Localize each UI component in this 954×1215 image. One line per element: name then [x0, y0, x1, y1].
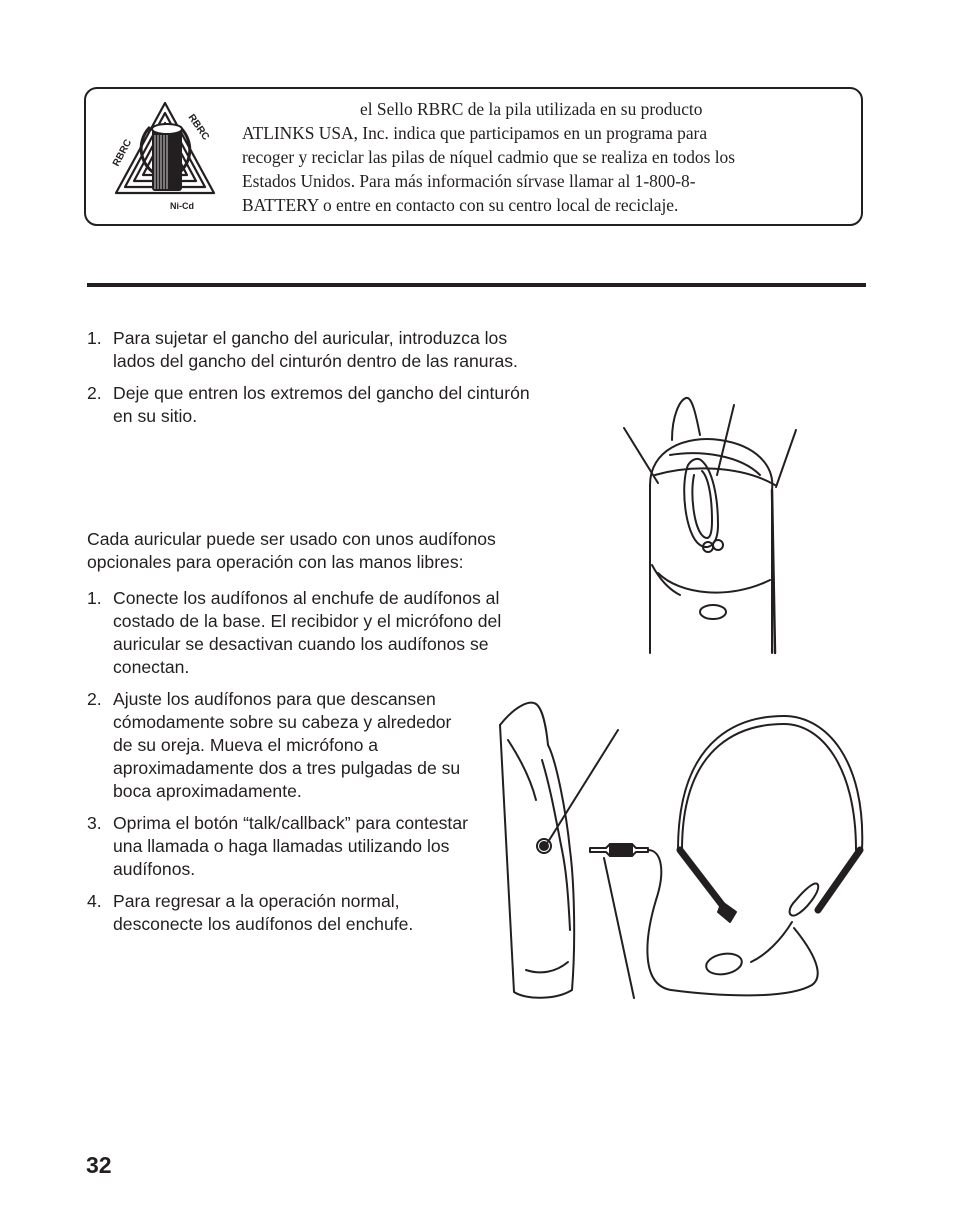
step-number: 2.: [87, 689, 102, 709]
callout-line: [604, 858, 634, 998]
headset-drawing: [590, 716, 862, 995]
step-number: 2.: [87, 383, 102, 403]
callout-line: [624, 428, 658, 483]
callout-line: [548, 730, 618, 842]
list-item: [87, 327, 537, 373]
step-text: Deje que entren los extremos del gancho del cinturón en su sitio.: [113, 383, 530, 426]
seal-left-text: RBRC: [110, 137, 135, 169]
step-text: Ajuste los audífonos para que descansen cómodamente sobre su cabeza y alrededor de su oreja. Mueva el micrófono a aproximadamente dos a tres pulgadas de su boca aproximadamente.: [113, 689, 461, 801]
belt-clip-instructions: [87, 327, 537, 437]
headset-instructions: [87, 528, 537, 945]
rbrc-notice-box: [84, 87, 863, 226]
handset-back-drawing: [650, 398, 775, 653]
section-divider: [87, 283, 866, 287]
list-item: [87, 688, 469, 803]
step-number: 3.: [87, 813, 102, 833]
notice-line: el Sello RBRC de la pila utilizada en su producto: [360, 99, 703, 119]
callout-line: [776, 430, 796, 487]
headset-connection-illustration: [496, 700, 876, 1005]
list-item: [87, 890, 469, 936]
notice-line: recoger y reciclar las pilas de níquel cadmio que se realiza en todos los: [242, 147, 736, 167]
page-number: 32: [86, 1152, 112, 1178]
step-number: 1.: [87, 328, 102, 348]
headset-intro: Cada auricular puede ser usado con unos audífonos opcionales para operación con las manos libres:: [87, 529, 496, 572]
list-item: [87, 587, 537, 679]
notice-text: [242, 97, 846, 217]
step-text: Oprima el botón “talk/callback” para contestar una llamada o haga llamadas utilizando los audífonos.: [113, 813, 468, 879]
list-item: [87, 812, 469, 881]
rbrc-recycling-seal-icon: [110, 97, 220, 217]
step-text: Para regresar a la operación normal, desconecte los audífonos del enchufe.: [113, 891, 414, 934]
notice-line: BATTERY o entre en contacto con su centro local de reciclaje.: [242, 195, 679, 215]
step-number: 4.: [87, 891, 102, 911]
notice-line: ATLINKS USA, Inc. indica que participamos en un programa para: [242, 123, 708, 143]
step-text: Conecte los audífonos al enchufe de audífonos al costado de la base. El recibidor y el micrófono del auricular se desactivan cuando los audífonos se conectan.: [113, 588, 502, 677]
handset-side-drawing: [500, 703, 574, 998]
list-item: [87, 382, 537, 428]
step-text: Para sujetar el gancho del auricular, introduzca los lados del gancho del cinturón dentro de las ranuras.: [113, 328, 518, 371]
seal-bottom-text: Ni-Cd: [170, 201, 194, 211]
notice-line: Estados Unidos. Para más información sírvase llamar al 1-800-8-: [242, 171, 696, 191]
step-number: 1.: [87, 588, 102, 608]
seal-top-text: RBRC: [185, 112, 212, 143]
belt-clip-illustration: [610, 395, 810, 657]
